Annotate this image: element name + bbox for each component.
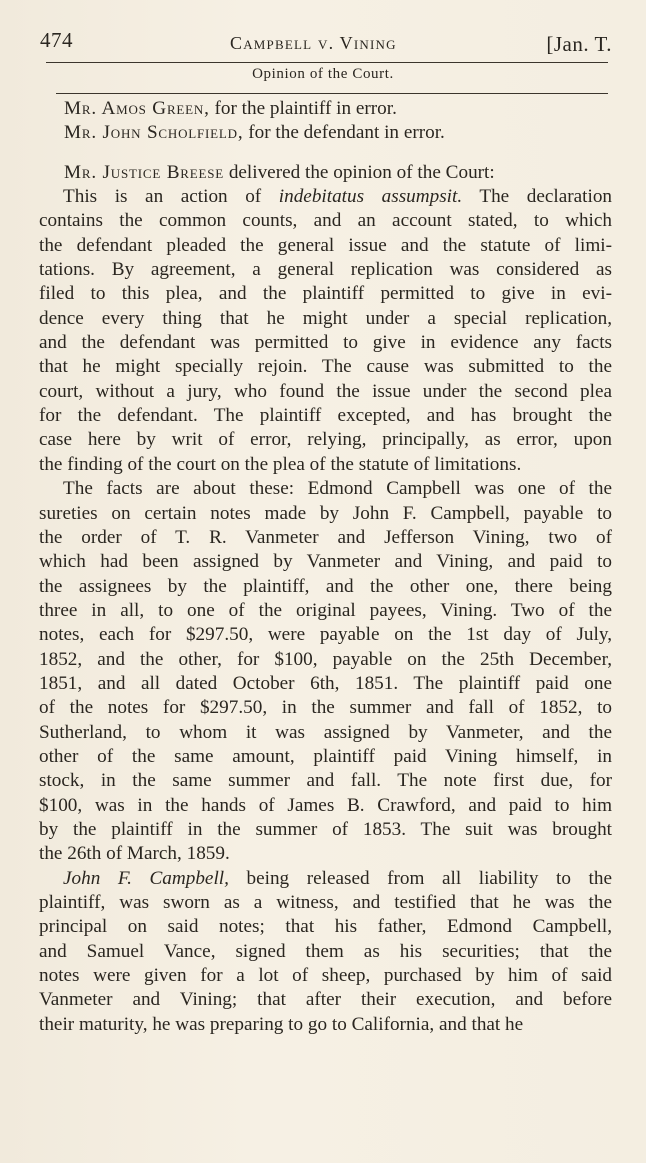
opinion-paragraph xyxy=(39,185,612,477)
text-line: plaintiff, was sworn as a witness, and testified that he was the xyxy=(39,892,612,913)
text-run: This is an action of xyxy=(63,186,279,208)
text-line: case here by writ of error, relying, principally, as error, upon xyxy=(39,429,612,451)
text-line: filed to this plea, and the plaintiff permitted to give in evi- xyxy=(39,283,612,305)
section-subhead: Opinion of the Court. xyxy=(252,66,394,82)
text-line: Vanmeter and Vining; that after their execution, and before xyxy=(39,989,612,1011)
text-line: tations. By agreement, a general replication was considered as xyxy=(39,259,612,281)
text-line: notes were given for a lot of sheep, purchased by him of said xyxy=(39,965,612,987)
page-number: 474 xyxy=(40,28,73,52)
header-rule xyxy=(46,62,608,63)
opinion-paragraph xyxy=(39,477,612,867)
text-line: the 26th of March, 1859. xyxy=(39,843,230,865)
counsel-line xyxy=(39,121,612,145)
text-line: the assignees by the plaintiff, and the other one, there being xyxy=(39,575,612,597)
text-line: and Samuel Vance, signed them as his securities; that the xyxy=(39,940,612,962)
opinion-intro xyxy=(39,161,612,185)
counsel-name: Mr. Amos Green, xyxy=(64,98,210,119)
justice-name: Mr. Justice Breese xyxy=(64,161,225,183)
text-line: court, without a jury, who found the issue under the second plea xyxy=(39,380,612,402)
text-line: principal on said notes; that his father, Edmond Campbell, xyxy=(39,916,612,938)
text-line: of the notes for $297.50, in the summer and fall of 1852, to xyxy=(39,697,612,719)
text-line: their maturity, he was preparing to go to California, and that he xyxy=(39,1013,524,1035)
opinion-body xyxy=(39,97,612,1037)
text-line: stock, in the same summer and fall. The note first due, for xyxy=(39,770,612,792)
case-title: Campbell v. Vining xyxy=(230,33,397,53)
text-line: by the plaintiff in the summer of 1853. The suit was brought xyxy=(39,818,612,840)
counsel-role: for the plaintiff in error. xyxy=(214,98,397,119)
text-line: which had been assigned by Vanmeter and Vining, and paid to xyxy=(39,551,612,573)
text-line: sureties on certain notes made by John F. Campbell, payable to xyxy=(39,502,612,524)
counsel-line xyxy=(39,97,612,121)
text-line: and the defendant was permitted to give in evidence any facts xyxy=(39,332,612,354)
text-run: The declaration xyxy=(462,186,613,208)
subhead-rule xyxy=(56,93,608,94)
text-line: The facts are about these: Edmond Campbell was one of the xyxy=(63,478,612,500)
text-line: three in all, to one of the original payees, Vining. Two of the xyxy=(39,599,612,621)
text-line: contains the common counts, and an account stated, to which xyxy=(39,210,612,232)
text-line xyxy=(39,867,612,891)
text-line: for the defendant. The plaintiff excepted, and has brought the xyxy=(39,405,612,427)
text-run: being released from all liability to the xyxy=(228,867,612,889)
italic-run: indebitatus assumpsit. xyxy=(278,186,463,208)
text-line: the finding of the court on the plea of the statute of limitations. xyxy=(39,453,522,475)
text-line: 1852, and the other, for $100, payable on the 25th December, xyxy=(39,648,612,670)
opinion-paragraph xyxy=(39,867,612,1037)
counsel-name: Mr. John Scholfield, xyxy=(64,122,244,144)
text-line: that he might specially rejoin. The cause was submitted to the xyxy=(39,356,612,378)
spacer xyxy=(39,146,612,161)
text-line: the order of T. R. Vanmeter and Jefferson Vining, two of xyxy=(39,526,612,548)
counsel-role: for the defendant in error. xyxy=(248,122,445,144)
text-line: 1851, and all dated October 6th, 1851. The plaintiff paid one xyxy=(39,672,612,694)
text-line: Sutherland, to whom it was assigned by Vanmeter, and the xyxy=(39,721,612,743)
text-line: $100, was in the hands of James B. Crawford, and paid to him xyxy=(39,794,612,816)
term-label: [Jan. T. xyxy=(546,32,612,56)
running-head xyxy=(40,28,616,58)
text-line: other of the same amount, plaintiff paid Vining himself, in xyxy=(39,745,612,767)
italic-run: John F. Campbell, xyxy=(63,867,229,889)
text-line: the defendant pleaded the general issue and the statute of limi- xyxy=(39,234,612,256)
opinion-intro-text: delivered the opinion of the Court: xyxy=(228,161,495,183)
text-line: notes, each for $297.50, were payable on the 1st day of July, xyxy=(39,624,612,646)
text-line: dence every thing that he might under a special replication, xyxy=(39,307,612,329)
text-line xyxy=(39,185,612,209)
opinion-paragraphs xyxy=(39,185,612,1037)
